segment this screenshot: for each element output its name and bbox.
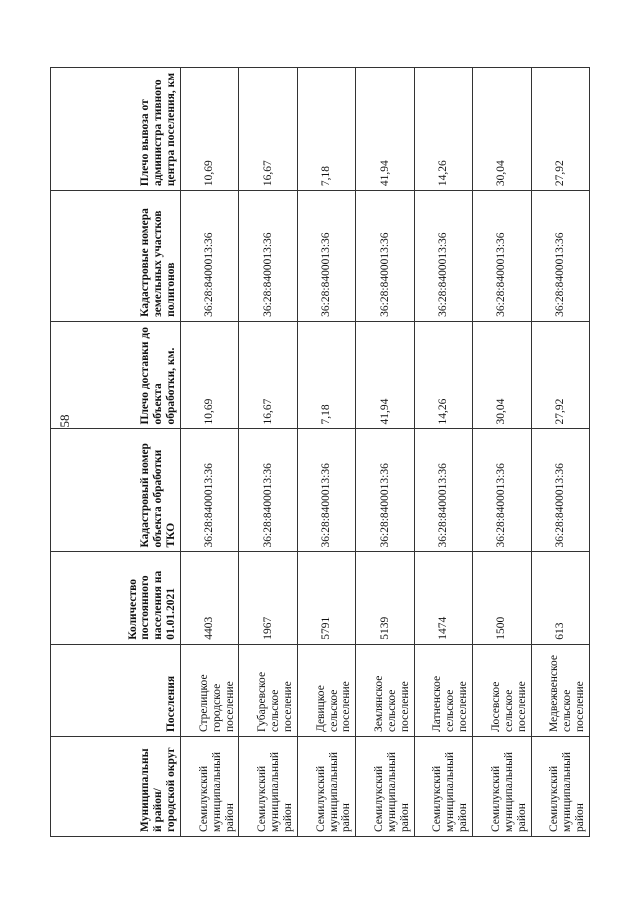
cell-removal-distance: 41,94 [356, 68, 414, 191]
cell-settlement: Девицкое сельское поселение [297, 644, 355, 736]
cell-settlement: Латненское сельское поселение [414, 644, 472, 736]
cell-district: Семилукский муниципальный район [297, 737, 355, 837]
cell-delivery-distance: 30,04 [473, 321, 531, 429]
page-number: 58 [57, 414, 72, 428]
cell-population: 5791 [297, 552, 355, 644]
header-cell: Плечо вывоза от администра тивного центра поселения, км [51, 68, 181, 191]
cell-removal-distance: 7,18 [297, 68, 355, 191]
cell-removal-distance: 14,26 [414, 68, 472, 191]
cell-district: Семилукский муниципальный район [239, 737, 297, 837]
cell-removal-distance: 30,04 [473, 68, 531, 191]
cell-cadastral-landfill: 36:28:8400013:36 [531, 191, 589, 322]
table-row [297, 68, 355, 837]
table-header-row [51, 68, 181, 837]
table-row [531, 68, 589, 837]
cell-district: Семилукский муниципальный район [531, 737, 589, 837]
cell-settlement: Стрелицкое городское поселение [181, 644, 239, 736]
cell-delivery-distance: 10,69 [181, 321, 239, 429]
cell-cadastral-landfill: 36:28:8400013:36 [297, 191, 355, 322]
header-cell: Поселения [51, 644, 181, 736]
header-cell: Муниципальны й район/ городской округ [51, 737, 181, 837]
cell-delivery-distance: 7,18 [297, 321, 355, 429]
cell-removal-distance: 16,67 [239, 68, 297, 191]
cell-population: 5139 [356, 552, 414, 644]
cell-population: 613 [531, 552, 589, 644]
cell-cadastral-processing: 36:28:8400013:36 [239, 429, 297, 552]
cell-district: Семилукский муниципальный район [414, 737, 472, 837]
cell-population: 1967 [239, 552, 297, 644]
cell-cadastral-landfill: 36:28:8400013:36 [181, 191, 239, 322]
cell-settlement: Медвежвенское сельское поселение [531, 644, 589, 736]
cell-district: Семилукский муниципальный район [473, 737, 531, 837]
table-row [239, 68, 297, 837]
table-row [181, 68, 239, 837]
cell-district: Семилукский муниципальный район [181, 737, 239, 837]
header-cell: Количество постоянного населения на 01.01.2021 [51, 552, 181, 644]
cell-cadastral-processing: 36:28:8400013:36 [297, 429, 355, 552]
table-row [473, 68, 531, 837]
cell-settlement: Землянское сельское поселение [356, 644, 414, 736]
cell-cadastral-processing: 36:28:8400013:36 [414, 429, 472, 552]
cell-removal-distance: 10,69 [181, 68, 239, 191]
rotated-table-container [50, 67, 590, 837]
cell-delivery-distance: 14,26 [414, 321, 472, 429]
header-cell: Кадастровый номер объекта обработки ТКО [51, 429, 181, 552]
data-table [50, 67, 590, 837]
cell-cadastral-processing: 36:28:8400013:36 [181, 429, 239, 552]
cell-removal-distance: 27,92 [531, 68, 589, 191]
cell-delivery-distance: 16,67 [239, 321, 297, 429]
cell-delivery-distance: 41,94 [356, 321, 414, 429]
cell-cadastral-landfill: 36:28:8400013:36 [414, 191, 472, 322]
cell-cadastral-processing: 36:28:8400013:36 [473, 429, 531, 552]
cell-settlement: Губаревское сельское поселение [239, 644, 297, 736]
cell-cadastral-processing: 36:28:8400013:36 [531, 429, 589, 552]
table-row [356, 68, 414, 837]
cell-population: 4403 [181, 552, 239, 644]
cell-cadastral-processing: 36:28:8400013:36 [356, 429, 414, 552]
cell-delivery-distance: 27,92 [531, 321, 589, 429]
cell-cadastral-landfill: 36:28:8400013:36 [473, 191, 531, 322]
cell-district: Семилукский муниципальный район [356, 737, 414, 837]
header-cell: Кадастровые номера земельных участков полигонов [51, 191, 181, 322]
cell-population: 1474 [414, 552, 472, 644]
cell-cadastral-landfill: 36:28:8400013:36 [239, 191, 297, 322]
cell-settlement: Лосевское сельское поселение [473, 644, 531, 736]
table-row [414, 68, 472, 837]
cell-population: 1500 [473, 552, 531, 644]
cell-cadastral-landfill: 36:28:8400013:36 [356, 191, 414, 322]
header-cell: Плечо доставки до объекта обработки, км. [51, 321, 181, 429]
